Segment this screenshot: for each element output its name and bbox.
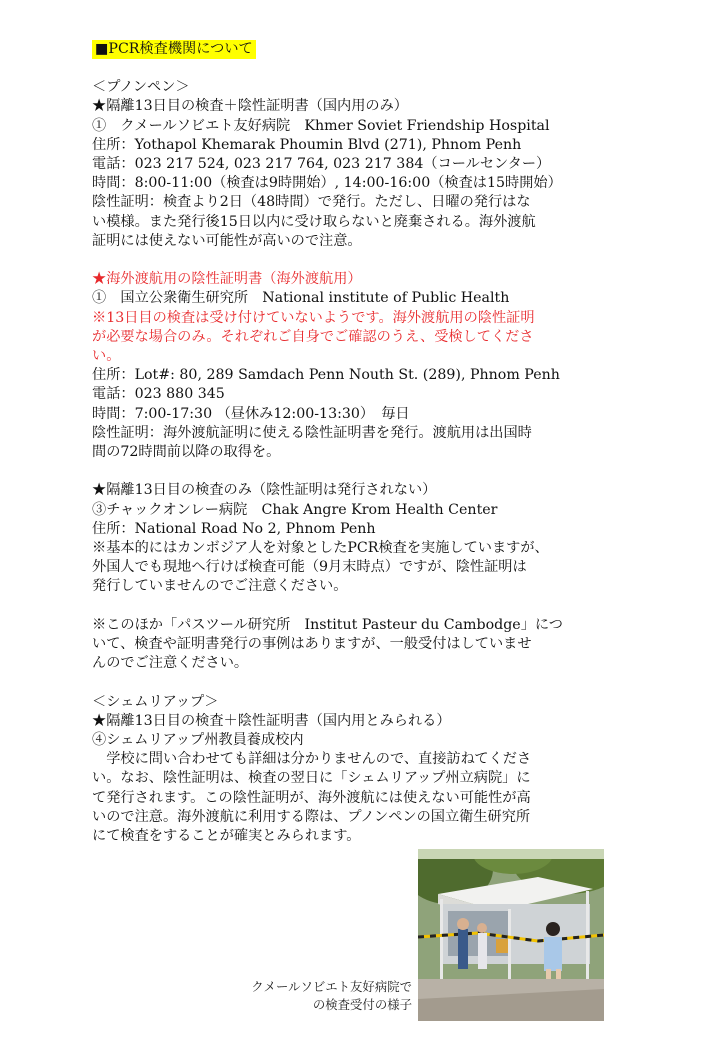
pp-s2-cert-line: 間の72時間前以降の取得を。 xyxy=(92,444,281,461)
pp-s1-name: ① クメールソビエト友好病院 Khmer Soviet Friendship Hospital xyxy=(92,117,550,134)
pp-s2-note-line: ※13日目の検査は受け付けていないようです。海外渡航用の陰性証明 xyxy=(92,309,535,326)
pp-s1-title: ★隔離13日目の検査＋陰性証明書（国内用のみ） xyxy=(92,98,408,115)
photo-caption-line: クメールソビエト友好病院で xyxy=(251,979,412,994)
pp-s2-name: ① 国立公衆衛生研究所 National institute of Public Health xyxy=(92,290,510,307)
spacer xyxy=(92,673,612,692)
pp-s2-address: 住所：Lot#: 80, 289 Samdach Penn Nouth St. (289), Phnom Penh xyxy=(92,367,560,384)
pp-s2-hours: 時間：7:00-17:30 （昼休み12:00-13:30） 毎日 xyxy=(92,405,410,422)
pp-s3-address: 住所：National Road No 2, Phnom Penh xyxy=(92,520,376,537)
pp-s2-note-line: が必要な場合のみ。それぞれご自身でご確認のうえ、受検してくださ xyxy=(92,328,534,345)
pp-s3-title: ★隔離13日目の検査のみ（陰性証明は発行されない） xyxy=(92,482,437,499)
sr-s1-name: ④シェムリアップ州教員養成校内 xyxy=(92,732,304,749)
spacer xyxy=(92,597,612,616)
pp-s3-note-line: 外国人でも現地へ行けば検査可能（9月末時点）ですが、陰性証明は xyxy=(92,559,527,576)
section-heading: ■PCR検査機関について xyxy=(92,40,256,59)
pasteur-note-line: ※このほか「パスツール研究所 Institut Pasteur du Cambodge」につ xyxy=(92,616,563,633)
pp-s3-name: ③チャックオンレー病院 Chak Angre Krom Health Center xyxy=(92,501,498,518)
pp-s2-title: ★海外渡航用の陰性証明書（海外渡航用） xyxy=(92,271,362,288)
photo-caption-line: の検査受付の様子 xyxy=(312,997,412,1012)
siem-reap-title: ＜シェムリアップ＞ xyxy=(92,693,219,710)
spacer xyxy=(92,251,612,270)
document-body xyxy=(92,40,612,846)
phnom-penh-title: ＜プノンペン＞ xyxy=(92,79,190,96)
sr-s1-body-line: 学校に問い合わせても詳細は分かりませんので、直接訪ねてくださ xyxy=(106,751,532,768)
sr-s1-body-line: いので注意。海外渡航に利用する際は、プノンペンの国立衛生研究所 xyxy=(92,808,531,825)
pasteur-note-line: いて、検査や証明書発行の事例はありますが、一般受付はしていませ xyxy=(92,636,532,653)
spacer xyxy=(92,462,612,481)
sr-s1-title: ★隔離13日目の検査＋陰性証明書（国内用とみられる） xyxy=(92,712,451,729)
pp-s1-address: 住所：Yothapol Khemarak Phoumin Blvd (271), Phnom Penh xyxy=(92,136,522,153)
pp-s1-cert-line: い模様。また発行後15日以内に受け取らないと廃棄される。海外渡航 xyxy=(92,213,536,230)
sr-s1-body-line: にて検査をすることが確実とみられます。 xyxy=(92,828,361,845)
sr-s1-body-line: て発行されます。この陰性証明が、海外渡航には使えない可能性が高 xyxy=(92,789,531,806)
photo-caption xyxy=(200,978,412,1014)
pp-s2-note-line: い。 xyxy=(92,348,121,365)
pp-s3-note-line: ※基本的にはカンボジア人を対象としたPCR検査を実施していますが、 xyxy=(92,540,549,557)
pp-s1-hours: 時間：8:00-11:00（検査は9時開始）, 14:00-16:00（検査は15時開始） xyxy=(92,175,562,192)
sr-s1-body-line: い。なお、陰性証明は、検査の翌日に「シェムリアップ州立病院」に xyxy=(92,770,531,787)
pp-s2-cert-line: 陰性証明：海外渡航証明に使える陰性証明書を発行。渡航用は出国時 xyxy=(92,424,532,441)
pasteur-note-line: んのでご注意ください。 xyxy=(92,655,249,672)
pp-s1-tel: 電話：023 217 524, 023 217 764, 023 217 384（コールセンター） xyxy=(92,156,551,173)
hospital-photo xyxy=(418,849,604,1021)
pp-s1-cert-line: 陰性証明：検査より2日（48時間）で発行。ただし、日曜の発行はな xyxy=(92,194,531,211)
pp-s1-cert-line: 証明には使えない可能性が高いので注意。 xyxy=(92,232,362,249)
pp-s3-note-line: 発行していませんのでご注意ください。 xyxy=(92,578,348,595)
pp-s2-tel: 電話：023 880 345 xyxy=(92,386,225,403)
